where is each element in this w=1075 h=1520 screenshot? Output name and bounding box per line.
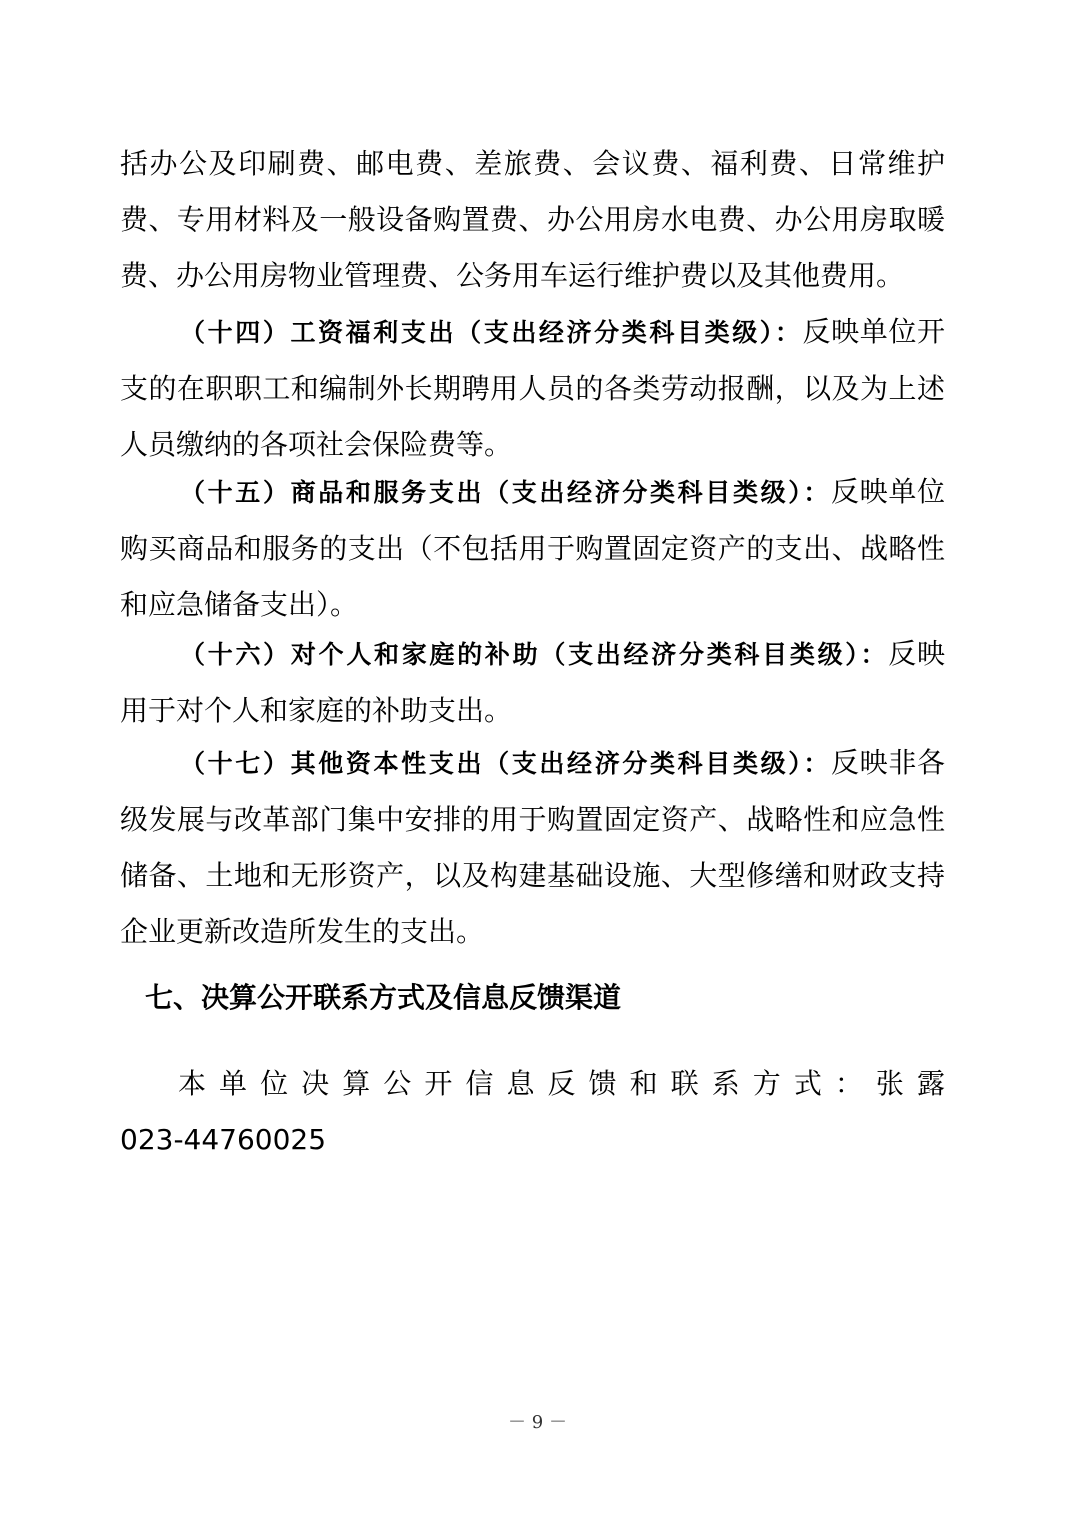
- term-definition: 反映非各级发展与改革部门集中安排的用于购置固定资产、战略性和应急性储备、土地和无形资产，以及构建基础设施、大型修缮和财政支持企业更新改造所发生的支出。: [120, 746, 945, 948]
- page-number: － 9 －: [508, 1412, 567, 1433]
- paragraph-item-16: [120, 626, 945, 739]
- paragraph-text: 括办公及印刷费、邮电费、差旅费、会议费、福利费、日常维护费、专用材料及一般设备购置费、办公用房水电费、办公用房取暖费、办公用房物业管理费、公务用车运行维护费以及其他费用。: [120, 147, 945, 292]
- term-heading: （十四）工资福利支出（支出经济分类科目类级）：: [180, 318, 803, 347]
- term-heading: （十六）对个人和家庭的补助（支出经济分类科目类级）：: [180, 640, 889, 669]
- paragraph-item-15: [120, 464, 945, 633]
- contact-phone: 023-44760025: [120, 1123, 327, 1156]
- term-definition: 反映用于对个人和家庭的补助支出。: [120, 637, 945, 727]
- term-heading: （十七）其他资本性支出（支出经济分类科目类级）：: [180, 749, 832, 778]
- paragraph-item-14: [120, 304, 945, 473]
- term-definition: 反映单位购买商品和服务的支出（不包括用于购置固定资产的支出、战略性和应急储备支出）。: [120, 475, 945, 621]
- paragraph-expense-continuation: [120, 136, 945, 304]
- term-heading: （十五）商品和服务支出（支出经济分类科目类级）：: [180, 478, 832, 507]
- term-definition: 反映单位开支的在职职工和编制外长期聘用人员的各类劳动报酬，以及为上述人员缴纳的各项社会保险费等。: [120, 315, 945, 461]
- section-heading: 七、决算公开联系方式及信息反馈渠道: [145, 981, 622, 1014]
- contact-text: 本单位决算公开信息反馈和联系方式：张露: [178, 1067, 945, 1100]
- paragraph-item-17: [120, 735, 945, 960]
